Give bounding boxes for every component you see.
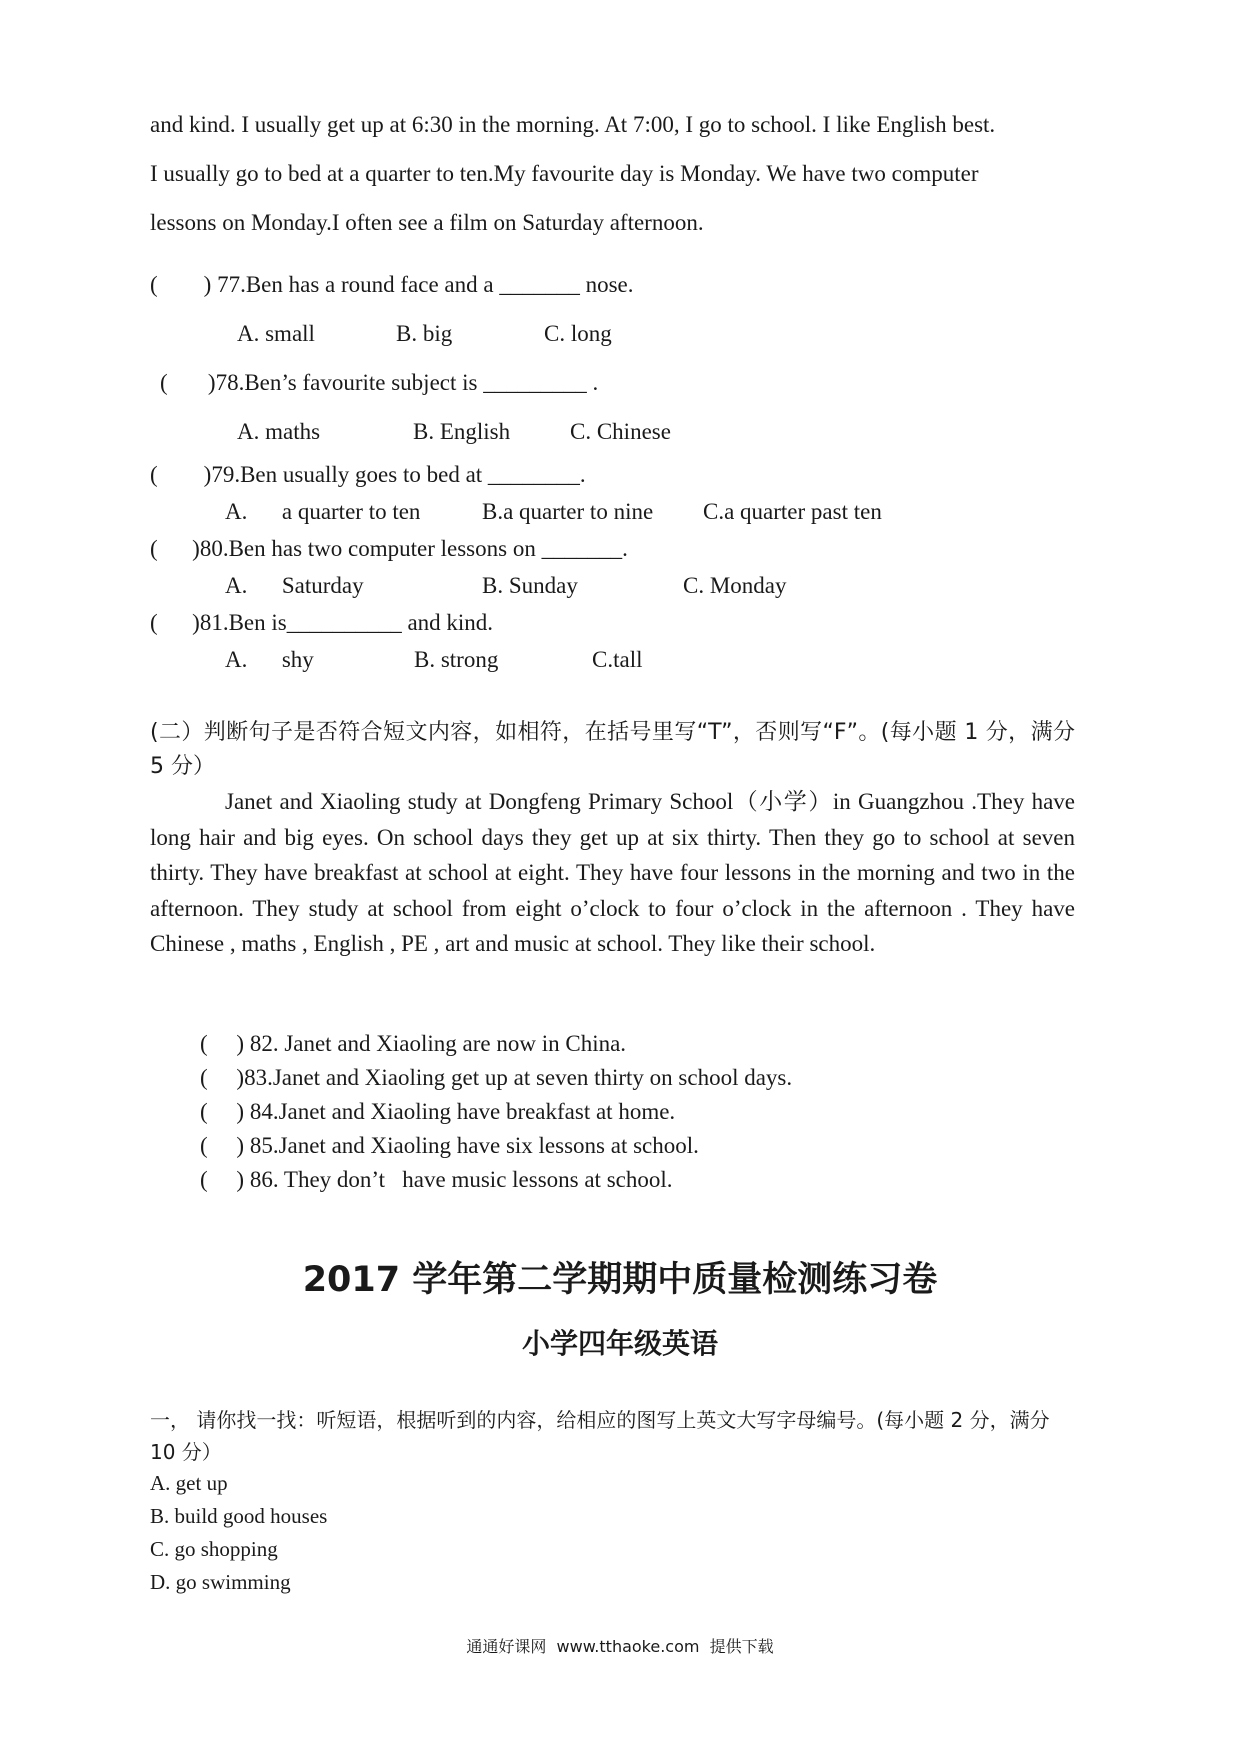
- option: B. big: [396, 321, 453, 346]
- passage-line: I usually go to bed at a quarter to ten.My favourite day is Monday. We have two computer: [150, 161, 979, 186]
- passage-line: lessons on Monday.I often see a film on Saturday afternoon.: [150, 210, 704, 235]
- phrase-option: D. go swimming: [150, 1570, 291, 1594]
- option: A. maths: [237, 419, 321, 444]
- option: C. Chinese: [570, 419, 671, 444]
- option: A. shy: [225, 647, 314, 672]
- question-79: ( )79.Ben usually goes to bed at ________.: [150, 462, 586, 487]
- phrase-option: A. get up: [150, 1471, 228, 1495]
- question-80: ( )80.Ben has two computer lessons on _______.: [150, 536, 628, 561]
- statement-84: ( ) 84.Janet and Xiaoling have breakfast at home.: [200, 1099, 676, 1124]
- section1-instruction: 一， 请你找一找：听短语，根据听到的内容，给相应的图写上英文大写字母编号。(每小题 2 分，满分 10 分）: [150, 1408, 1050, 1464]
- option: A. small: [237, 321, 315, 346]
- option: A. a quarter to ten: [225, 499, 421, 524]
- statement-82: ( ) 82. Janet and Xiaoling are now in China.: [200, 1031, 627, 1056]
- option: B. strong: [414, 647, 499, 672]
- option: C.a quarter past ten: [703, 499, 882, 524]
- question-77: ( ) 77.Ben has a round face and a _______ nose.: [150, 272, 634, 297]
- option: B.a quarter to nine: [482, 499, 654, 524]
- option: A. Saturday: [225, 573, 364, 598]
- option: B. Sunday: [482, 573, 578, 598]
- option: C. long: [544, 321, 612, 346]
- option: C. Monday: [683, 573, 787, 598]
- exam-subtitle: 小学四年级英语: [521, 1327, 718, 1360]
- part2-instruction: (二）判断句子是否符合短文内容，如相符，在括号里写“T”，否则写“F”。(每小题 1 分，满分 5 分）: [150, 720, 1075, 779]
- option: B. English: [413, 419, 511, 444]
- question-78: ( )78.Ben’s favourite subject is _________ .: [160, 370, 599, 395]
- question-81: ( )81.Ben is__________ and kind.: [150, 610, 494, 635]
- statement-86: ( ) 86. They don’t have music lessons at school.: [200, 1167, 673, 1192]
- phrase-option: B. build good houses: [150, 1504, 328, 1528]
- exam-title: 2017 学年第二学期期中质量检测练习卷: [302, 1260, 938, 1300]
- statement-83: ( )83.Janet and Xiaoling get up at seven thirty on school days.: [200, 1065, 793, 1090]
- passage-line: and kind. I usually get up at 6:30 in the morning. At 7:00, I go to school. I like English best.: [150, 112, 996, 137]
- footer-source: 通通好课网 www.tthaoke.com 提供下载: [466, 1637, 774, 1656]
- option: C.tall: [592, 647, 643, 672]
- phrase-option: C. go shopping: [150, 1537, 278, 1561]
- part2-passage: Janet and Xiaoling study at Dongfeng Primary School（小学）in Guangzhou .They have long hair and big eyes. On school days they get up at six thirty. Then they go to school at seven thirty. They have breakfast at school at eight. They have four lessons in the morning and two in the afternoon. They study at school from eight o’clock to four o’clock in the afternoon . They have Chinese , maths , English , PE , art and music at school. They like their school.: [150, 789, 1075, 956]
- statement-85: ( ) 85.Janet and Xiaoling have six lessons at school.: [200, 1133, 699, 1158]
